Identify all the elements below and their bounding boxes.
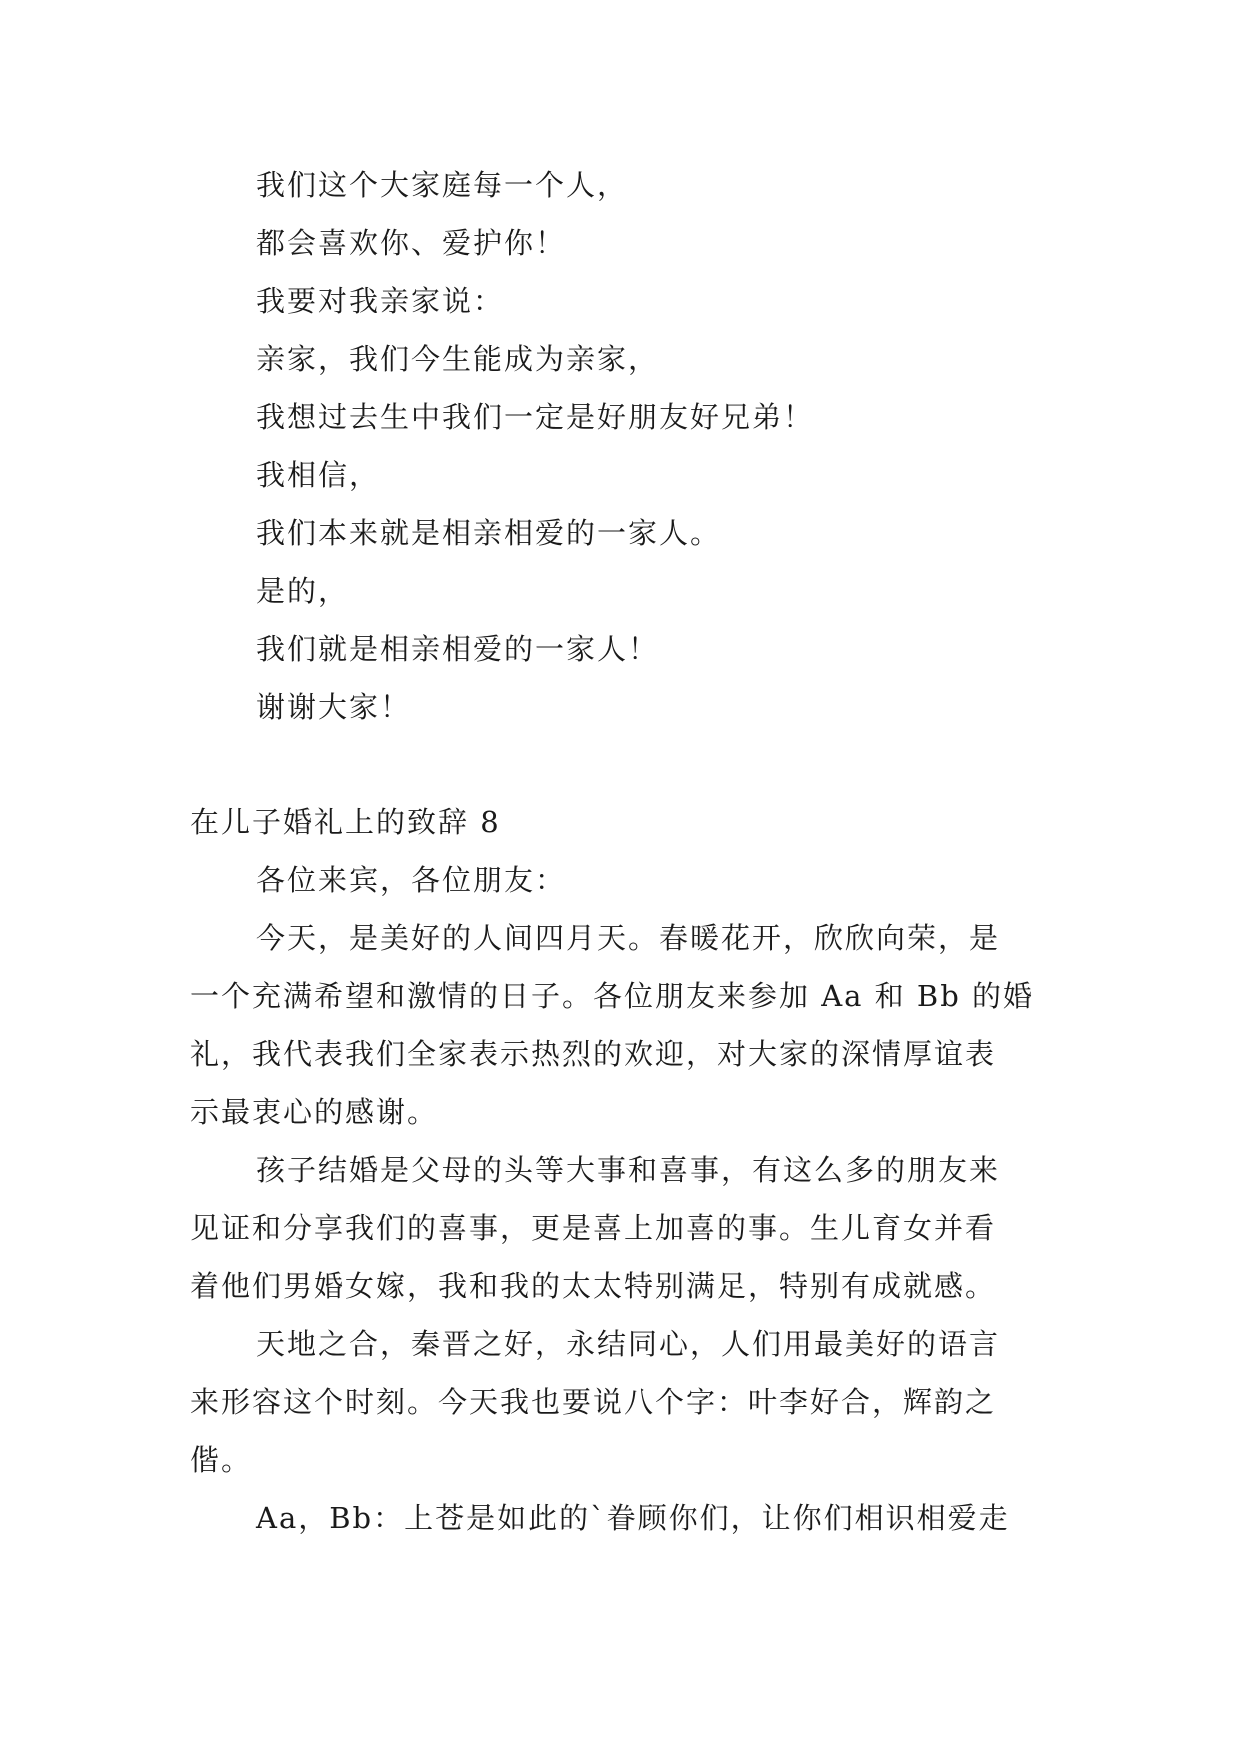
poem-line: 我们这个大家庭每一个人， bbox=[256, 168, 629, 202]
poem-line: 是的， bbox=[256, 574, 350, 608]
paragraph-line: 着他们男婚女嫁，我和我的太太特别满足，特别有成就感。 bbox=[190, 1269, 997, 1303]
paragraph-line: 今天，是美好的人间四月天。春暖花开，欣欣向荣，是 bbox=[256, 921, 1001, 955]
greeting-line: 各位来宾，各位朋友： bbox=[256, 863, 567, 897]
paragraph-line: 一个充满希望和激情的日子。各位朋友来参加 Aa 和 Bb 的婚 bbox=[190, 979, 1034, 1013]
poem-line: 我相信， bbox=[256, 458, 381, 492]
paragraph-line: 礼，我代表我们全家表示热烈的欢迎，对大家的深情厚谊表 bbox=[190, 1037, 997, 1071]
poem-line: 都会喜欢你、爱护你！ bbox=[256, 226, 567, 260]
poem-line: 我想过去生中我们一定是好朋友好兄弟！ bbox=[256, 400, 815, 434]
paragraph-line: 示最衷心的感谢。 bbox=[190, 1095, 439, 1129]
paragraph-line: 孩子结婚是父母的头等大事和喜事，有这么多的朋友来 bbox=[256, 1153, 1001, 1187]
poem-line: 我要对我亲家说： bbox=[256, 284, 505, 318]
paragraph-line: 来形容这个时刻。今天我也要说八个字：叶李好合，辉韵之 bbox=[190, 1385, 997, 1419]
paragraph-line: 天地之合，秦晋之好，永结同心，人们用最美好的语言 bbox=[256, 1327, 1001, 1361]
paragraph-line: 偕。 bbox=[190, 1443, 253, 1477]
paragraph-line: 见证和分享我们的喜事，更是喜上加喜的事。生儿育女并看 bbox=[190, 1211, 997, 1245]
poem-line: 谢谢大家！ bbox=[256, 690, 412, 724]
poem-line: 亲家，我们今生能成为亲家， bbox=[256, 342, 660, 376]
poem-line: 我们就是相亲相爱的一家人！ bbox=[256, 632, 660, 666]
poem-line: 我们本来就是相亲相爱的一家人。 bbox=[256, 516, 722, 550]
paragraph-line: Aa，Bb：上苍是如此的`眷顾你们，让你们相识相爱走 bbox=[256, 1501, 1010, 1535]
section-title: 在儿子婚礼上的致辞 8 bbox=[190, 805, 501, 839]
